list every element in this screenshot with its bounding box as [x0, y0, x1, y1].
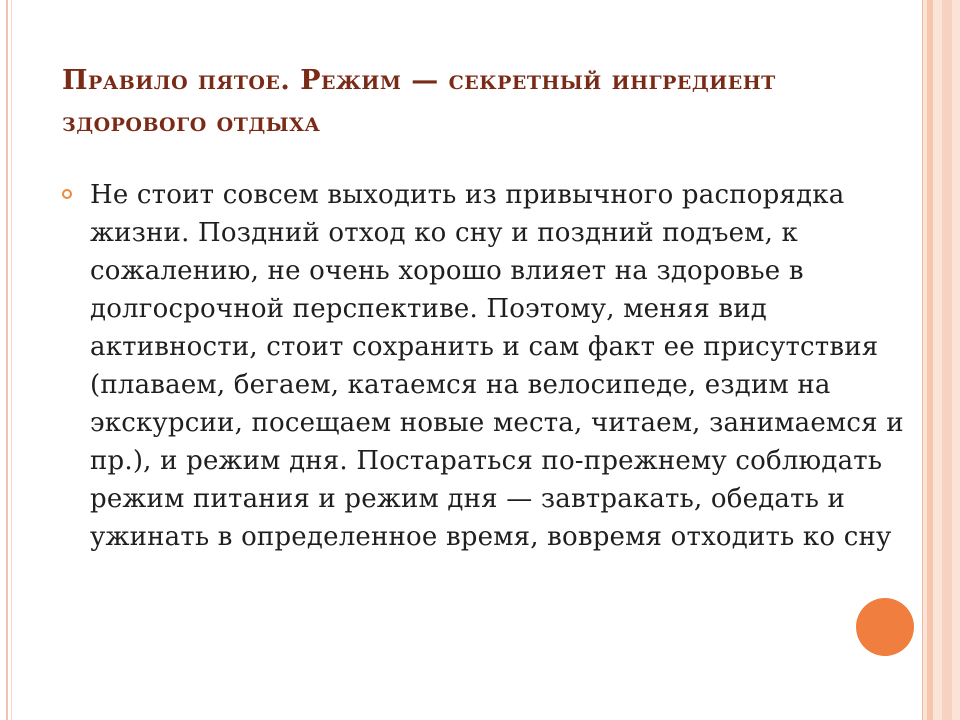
right-border-stripe [927, 0, 933, 720]
bullet-text: Не стоит совсем выходить из привычного распорядка жизни. Поздний отход ко сну и поздний подъем, к сожалению, не очень хорошо влияет на здоровье в долгосрочной перспективе. Поэтому, меняя вид активности, стоит сохранить и сам факт ее присутствия (плаваем, бегаем, катаемся на велосипеде, ездим на экскурсии, посещаем новые места, читаем, занимаемся и пр.), и режим дня. Постараться по-прежнему соблюдать режим питания и режим дня — завтракать, обедать и ужинать в определенное время, вовремя отходить ко сну [90, 180, 904, 552]
circle-bullet-icon [62, 189, 72, 199]
left-border-line-thin [11, 0, 12, 720]
left-border-line [6, 0, 8, 720]
slide-title: Правило пятое. Режим — секретный ингредиент здорового отдыха [62, 65, 776, 138]
slide-content [62, 176, 912, 556]
right-border-edge-line [922, 0, 923, 720]
decorative-circle-icon [856, 598, 914, 656]
right-border-stripe-outer [942, 0, 952, 720]
left-border-decoration [0, 0, 18, 720]
bullet-item [62, 176, 912, 556]
